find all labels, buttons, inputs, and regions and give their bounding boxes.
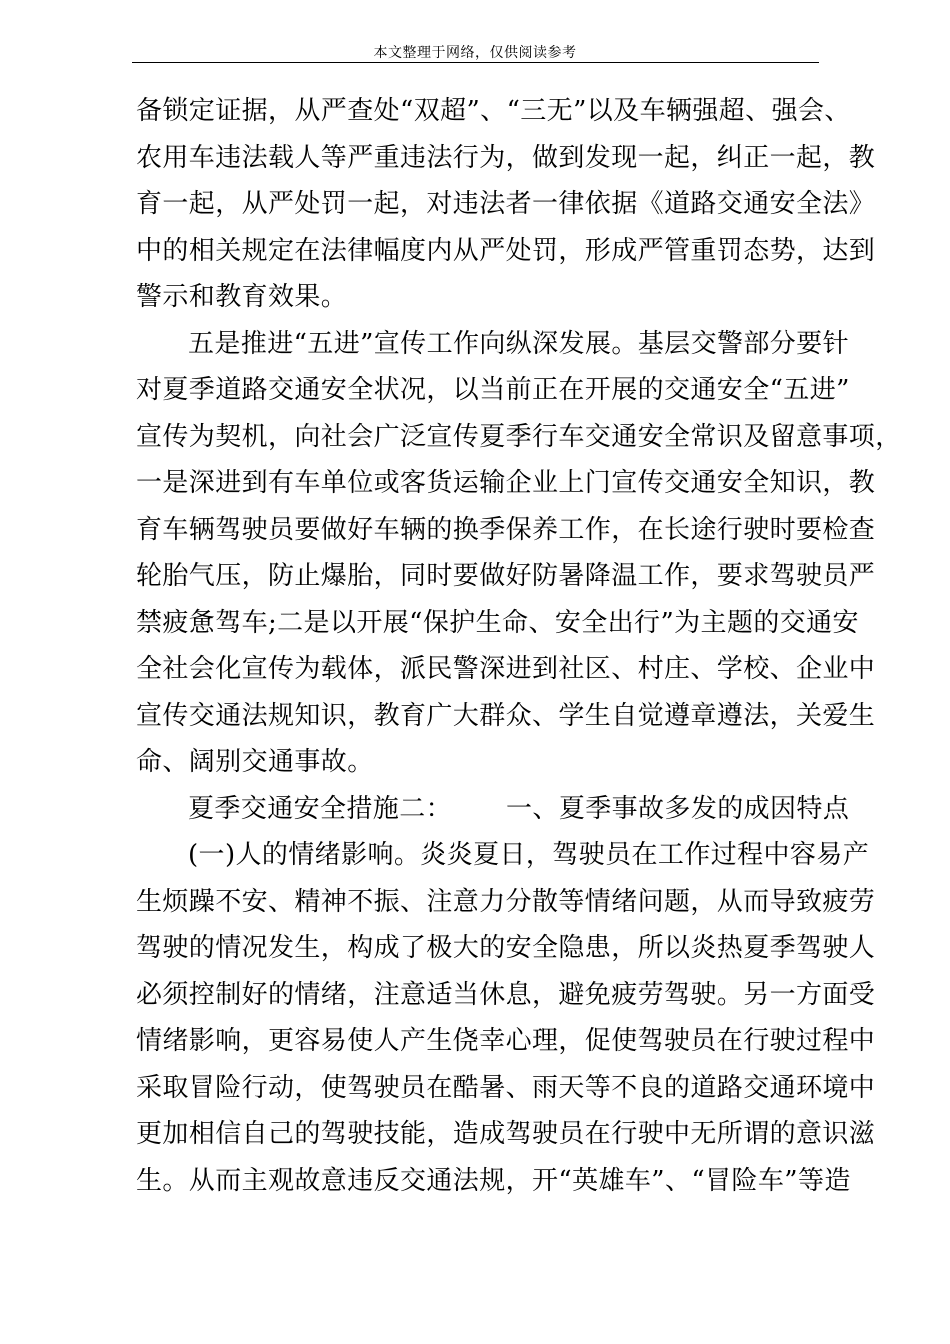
paragraph-start-line: (一)人的情绪影响。炎炎夏日，驾驶员在工作过程中容易产 — [188, 840, 870, 870]
document-body — [136, 88, 902, 1204]
text-line: 农用车违法载人等严重违法行为，做到发现一起，纠正一起，教 — [136, 142, 876, 173]
text-line: 警示和教育效果。 — [136, 282, 348, 312]
text-line: 轮胎气压，防止爆胎，同时要做好防暑降温工作，要求驾驶员严 — [136, 561, 876, 591]
text-line: 中的相关规定在法律幅度内从严处罚，形成严管重罚态势，达到 — [136, 235, 876, 266]
text-line: 命、阔别交通事故。 — [136, 747, 374, 777]
paragraph-start-line: 五是推进“五进”宣传工作向纵深发展。基层交警部分要针 — [188, 328, 849, 359]
text-line: 情绪影响，更容易使人产生侥幸心理，促使驾驶员在行驶过程中 — [136, 1026, 876, 1056]
text-line: 生烦躁不安、精神不振、注意力分散等情绪问题，从而导致疲劳 — [136, 886, 876, 917]
text-line: 全社会化宣传为载体，派民警深进到社区、村庄、学校、企业中 — [136, 654, 876, 684]
text-line: 驾驶的情况发生，构成了极大的安全隐患，所以炎热夏季驾驶人 — [136, 933, 876, 963]
page-header: 本文整理于网络，仅供阅读参考 — [373, 45, 577, 61]
text-line: 备锁定证据，从严查处“双超”、“三无”以及车辆强超、强会、 — [136, 96, 851, 126]
text-line: 对夏季道路交通安全状况，以当前正在开展的交通安全“五进” — [136, 375, 850, 405]
text-line: 育车辆驾驶员要做好车辆的换季保养工作，在长途行驶时要检查 — [136, 514, 876, 545]
text-line: 禁疲惫驾车;二是以开展“保护生命、安全出行”为主题的交通安 — [136, 607, 859, 638]
text-line: 宣传交通法规知识，教育广大群众、学生自觉遵章遵法，关爱生 — [136, 700, 876, 731]
header-divider — [132, 62, 819, 63]
text-line: 一是深进到有车单位或客货运输企业上门宣传交通安全知识，教 — [136, 468, 876, 498]
text-line: 必须控制好的情绪，注意适当休息，避免疲劳驾驶。另一方面受 — [136, 979, 876, 1010]
subsection-title: 一、夏季事故多发的成因特点 — [506, 793, 850, 824]
section-title: 夏季交通安全措施二： — [188, 793, 453, 824]
text-line: 育一起，从严处罚一起，对违法者一律依据《道路交通安全法》 — [136, 189, 876, 219]
text-line: 更加相信自己的驾驶技能，造成驾驶员在行驶中无所谓的意识滋 — [136, 1119, 876, 1149]
text-line: 宣传为契机，向社会广泛宣传夏季行车交通安全常识及留意事项， — [136, 421, 902, 452]
section-heading-line — [136, 786, 850, 833]
text-line: 采取冒险行动，使驾驶员在酷暑、雨天等不良的道路交通环境中 — [136, 1072, 876, 1103]
text-line: 生。从而主观故意违反交通法规，开“英雄车”、“冒险车”等造 — [136, 1165, 851, 1196]
